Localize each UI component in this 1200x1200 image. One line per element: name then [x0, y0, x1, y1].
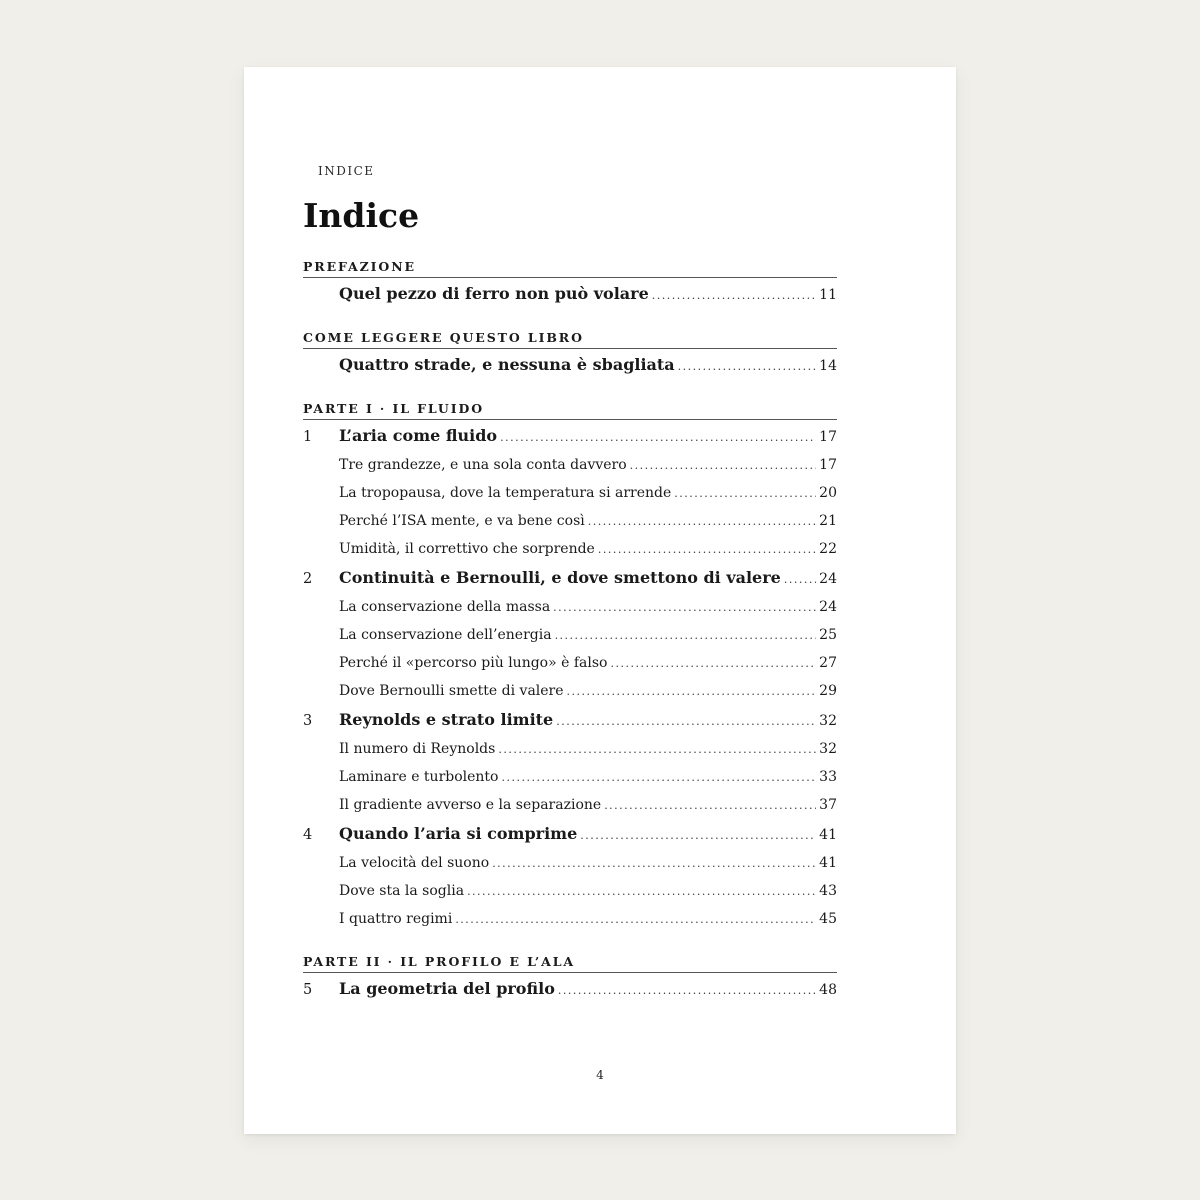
entry-title: Laminare e turbolento — [339, 769, 499, 785]
entry-page-number: 48 — [819, 982, 837, 998]
section-entries — [303, 420, 837, 933]
dot-leader — [610, 650, 816, 678]
toc-subsection-entry[interactable] — [303, 677, 837, 705]
page-number: 4 — [596, 1068, 604, 1082]
chapter-number: 5 — [303, 982, 313, 998]
entry-title: Umidità, il correttivo che sorprende — [339, 541, 595, 557]
entry-title: La conservazione dell’energia — [339, 627, 552, 643]
dot-leader — [498, 736, 816, 764]
entry-title: Tre grandezze, e una sola conta davvero — [339, 457, 627, 473]
toc-chapter-entry[interactable] — [303, 705, 837, 735]
dot-leader — [674, 480, 816, 508]
toc-chapter-entry[interactable] — [303, 563, 837, 593]
entry-page-number: 27 — [819, 655, 837, 671]
toc-subsection-entry[interactable] — [303, 849, 837, 877]
entry-page-number: 41 — [819, 855, 837, 871]
entry-title: L’aria come fluido — [339, 426, 498, 445]
toc-subsection-entry[interactable] — [303, 479, 837, 507]
entry-title: I quattro regimi — [339, 911, 453, 927]
entry-title: Reynolds e strato limite — [339, 710, 554, 729]
entry-title: Quel pezzo di ferro non può volare — [339, 284, 649, 303]
dot-leader — [556, 707, 816, 737]
toc-subsection-entry[interactable] — [303, 791, 837, 819]
dot-leader — [467, 878, 816, 906]
dot-leader — [588, 508, 816, 536]
entry-page-number: 24 — [819, 599, 837, 615]
entry-title: La geometria del profilo — [339, 979, 555, 998]
chapter-number: 4 — [303, 827, 313, 843]
section-heading: PARTE II · IL PROFILO E L’ALA — [303, 954, 837, 973]
entry-title: La conservazione della massa — [339, 599, 551, 615]
entry-title: Dove sta la soglia — [339, 883, 465, 899]
entry-page-number: 29 — [819, 683, 837, 699]
entry-page-number: 37 — [819, 797, 837, 813]
entry-page-number: 11 — [819, 287, 837, 303]
section-entries — [303, 349, 837, 380]
entry-page-number: 17 — [819, 429, 837, 445]
toc-subsection-entry[interactable] — [303, 593, 837, 621]
entry-page-number: 25 — [819, 627, 837, 643]
entry-page-number: 32 — [819, 741, 837, 757]
toc-chapter-entry[interactable] — [303, 819, 837, 849]
toc-subsection-entry[interactable] — [303, 451, 837, 479]
toc-subsection-entry[interactable] — [303, 763, 837, 791]
entry-page-number: 32 — [819, 713, 837, 729]
entry-page-number: 22 — [819, 541, 837, 557]
entry-page-number: 21 — [819, 513, 837, 529]
entry-page-number: 41 — [819, 827, 837, 843]
entry-title: La velocità del suono — [339, 855, 490, 871]
toc-subsection-entry[interactable] — [303, 507, 837, 535]
chapter-number: 1 — [303, 429, 313, 445]
toc-subsection-entry[interactable] — [303, 649, 837, 677]
dot-leader — [558, 976, 816, 1006]
toc-subsection-entry[interactable] — [303, 905, 837, 933]
toc-subsection-entry[interactable] — [303, 877, 837, 905]
toc-chapter-entry[interactable] — [303, 350, 837, 380]
entry-page-number: 20 — [819, 485, 837, 501]
toc-chapter-entry[interactable] — [303, 421, 837, 451]
chapter-number: 3 — [303, 713, 313, 729]
entry-title: Quattro strade, e nessuna è sbagliata — [339, 355, 675, 374]
dot-leader — [678, 352, 817, 382]
entry-page-number: 14 — [819, 358, 837, 374]
entry-title: La tropopausa, dove la temperatura si arrende — [339, 485, 672, 501]
dot-leader — [598, 536, 816, 564]
dot-leader — [604, 792, 816, 820]
entry-page-number: 33 — [819, 769, 837, 785]
section-heading: PARTE I · IL FLUIDO — [303, 401, 837, 420]
entry-title: Dove Bernoulli smette di valere — [339, 683, 564, 699]
section-entries — [303, 973, 837, 1004]
entry-title: Quando l’aria si comprime — [339, 824, 578, 843]
dot-leader — [555, 622, 817, 650]
toc-chapter-entry[interactable] — [303, 974, 837, 1004]
dot-leader — [652, 281, 816, 311]
book-page — [244, 67, 956, 1134]
toc-subsection-entry[interactable] — [303, 735, 837, 763]
toc-subsection-entry[interactable] — [303, 621, 837, 649]
section-heading: COME LEGGERE QUESTO LIBRO — [303, 330, 837, 349]
entry-title: Perché l’ISA mente, e va bene così — [339, 513, 585, 529]
entry-title: Il gradiente avverso e la separazione — [339, 797, 602, 813]
dot-leader — [500, 423, 816, 453]
section-heading: PREFAZIONE — [303, 259, 837, 278]
entry-title: Perché il «percorso più lungo» è falso — [339, 655, 608, 671]
page-title: Indice — [303, 196, 420, 235]
toc-subsection-entry[interactable] — [303, 535, 837, 563]
dot-leader — [784, 565, 816, 595]
dot-leader — [501, 764, 816, 792]
dot-leader — [553, 594, 816, 622]
running-head: INDICE — [318, 164, 375, 178]
toc-chapter-entry[interactable] — [303, 279, 837, 309]
dot-leader — [455, 906, 816, 934]
chapter-number: 2 — [303, 571, 313, 587]
dot-leader — [567, 678, 817, 706]
entry-title: Continuità e Bernoulli, e dove smettono di valere — [339, 568, 781, 587]
section-entries — [303, 278, 837, 309]
entry-page-number: 43 — [819, 883, 837, 899]
entry-title: Il numero di Reynolds — [339, 741, 496, 757]
entry-page-number: 45 — [819, 911, 837, 927]
dot-leader — [630, 452, 817, 480]
dot-leader — [492, 850, 816, 878]
dot-leader — [580, 821, 816, 851]
table-of-contents — [303, 253, 837, 1004]
entry-page-number: 24 — [819, 571, 837, 587]
entry-page-number: 17 — [819, 457, 837, 473]
